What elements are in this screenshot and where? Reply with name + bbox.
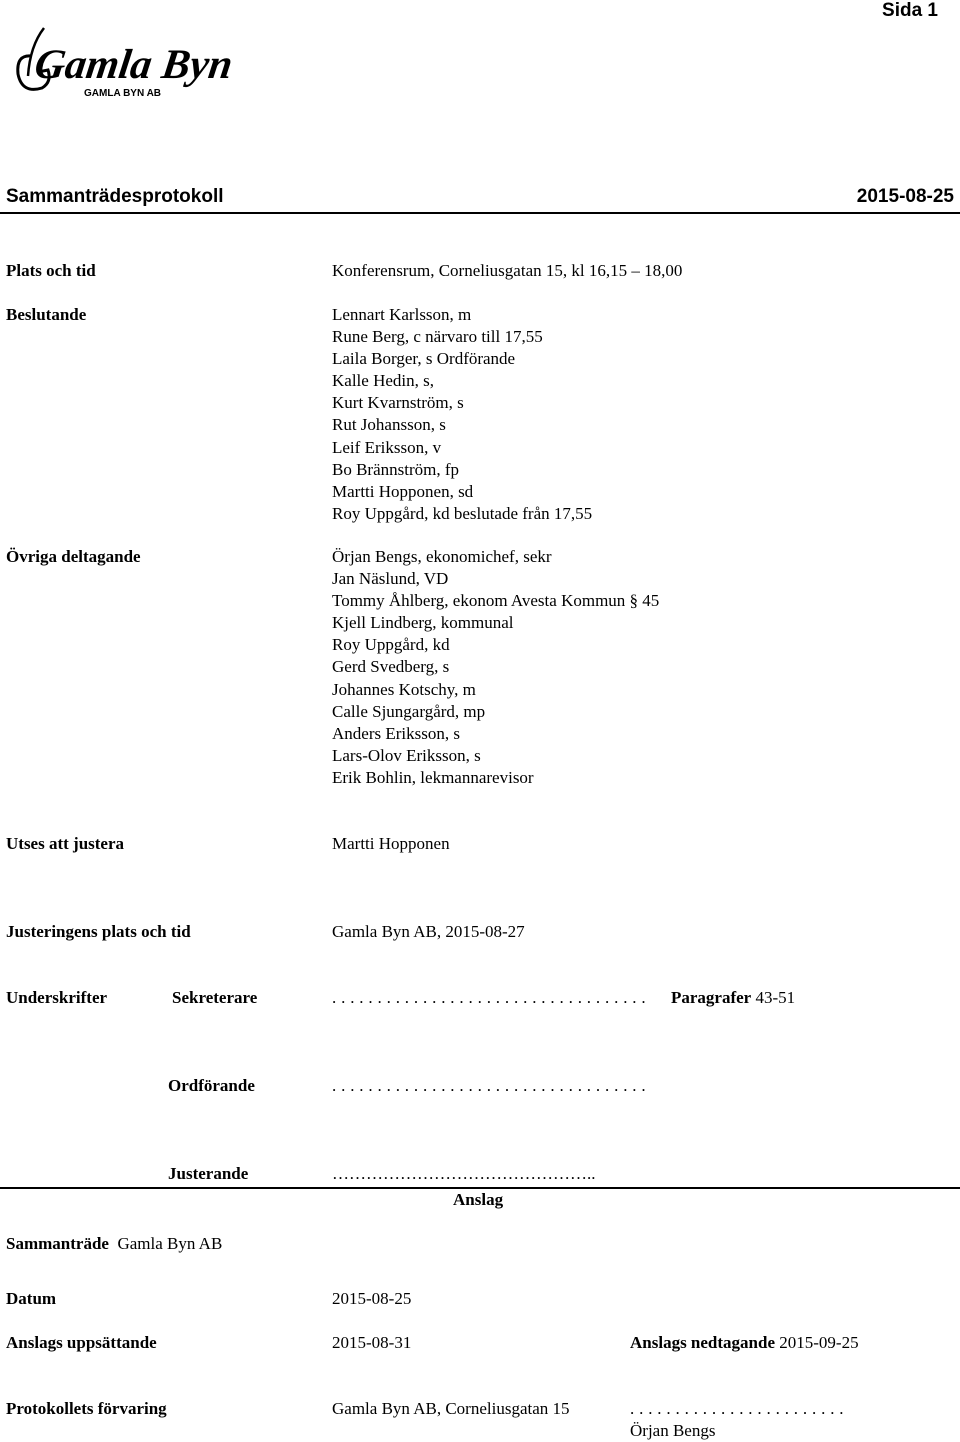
logo-subtitle: GAMLA BYN AB bbox=[84, 88, 162, 99]
list-item: Roy Uppgård, kd beslutade från 17,55 bbox=[332, 503, 593, 523]
list-item: Tommy Åhlberg, ekonom Avesta Kommun § 45 bbox=[332, 591, 660, 611]
logo-script-text: Gamla Byn bbox=[31, 41, 234, 88]
justerande-signature-line: ……………………………………….. bbox=[332, 1164, 596, 1183]
plats-label: Plats och tid bbox=[6, 261, 96, 280]
justera-label: Utses att justera bbox=[6, 834, 125, 853]
list-item: Anders Eriksson, s bbox=[332, 723, 460, 743]
paragrafer-label: Paragrafer bbox=[671, 988, 752, 1007]
ovriga-label: Övriga deltagande bbox=[6, 547, 141, 566]
forvaring-signature-line: . . . . . . . . . . . . . . . . . . . . . . . . bbox=[630, 1399, 844, 1418]
ordforande-label: Ordförande bbox=[168, 1076, 255, 1095]
list-item: Gerd Svedberg, s bbox=[332, 657, 450, 677]
forvaring-value: Gamla Byn AB, Corneliusgatan 15 bbox=[332, 1399, 570, 1418]
list-item: Rune Berg, c närvaro till 17,55 bbox=[332, 327, 543, 347]
forvaring-signer: Örjan Bengs bbox=[630, 1421, 716, 1440]
logo-graphic bbox=[14, 16, 234, 106]
beslutande-label: Beslutande bbox=[6, 305, 87, 324]
sammantrade-label: Sammanträde bbox=[6, 1234, 109, 1253]
ovriga-list bbox=[332, 546, 659, 789]
list-item: Rut Johansson, s bbox=[332, 415, 446, 435]
list-item: Kurt Kvarnström, s bbox=[332, 393, 464, 413]
list-item: Roy Uppgård, kd bbox=[332, 635, 450, 655]
list-item: Laila Borger, s Ordförande bbox=[332, 349, 516, 369]
list-item: Calle Sjungargård, mp bbox=[332, 701, 486, 721]
paragrafer-value: 43-51 bbox=[755, 988, 796, 1007]
list-item: Bo Brännström, fp bbox=[332, 459, 460, 479]
list-item: Kalle Hedin, s, bbox=[332, 371, 434, 391]
sammantrade-field bbox=[6, 1234, 222, 1254]
datum-label: Datum bbox=[6, 1289, 57, 1308]
sekreterare-signature-line: . . . . . . . . . . . . . . . . . . . . . . . . . . . . . . . . . . . bbox=[332, 988, 646, 1007]
sekreterare-label: Sekreterare bbox=[172, 988, 258, 1007]
list-item: Jan Näslund, VD bbox=[332, 569, 449, 589]
uppsattande-value: 2015-08-31 bbox=[332, 1333, 412, 1352]
underskrifter-label: Underskrifter bbox=[6, 988, 108, 1007]
page-number-label: Sida 1 bbox=[882, 0, 938, 21]
anslag-rule bbox=[0, 1187, 960, 1189]
gamla-byn-logo bbox=[14, 16, 234, 106]
justera-value: Martti Hopponen bbox=[332, 834, 450, 853]
plats-value: Konferensrum, Corneliusgatan 15, kl 16,15 – 18,00 bbox=[332, 261, 683, 280]
justerande-label: Justerande bbox=[168, 1164, 249, 1183]
datum-value: 2015-08-25 bbox=[332, 1289, 412, 1308]
list-item: Martti Hopponen, sd bbox=[332, 481, 474, 501]
nedtagande-value: 2015-09-25 bbox=[779, 1333, 859, 1352]
list-item: Örjan Bengs, ekonomichef, sekr bbox=[332, 547, 552, 566]
sammantrade-value: Gamla Byn AB bbox=[117, 1234, 223, 1253]
nedtagande-label: Anslags nedtagande bbox=[630, 1333, 776, 1352]
title-rule bbox=[0, 212, 960, 214]
anslag-heading: Anslag bbox=[453, 1190, 504, 1209]
document-date: 2015-08-25 bbox=[856, 186, 954, 207]
list-item: Lars-Olov Eriksson, s bbox=[332, 745, 481, 765]
forvaring-label: Protokollets förvaring bbox=[6, 1399, 167, 1418]
document-title: Sammanträdesprotokoll bbox=[6, 186, 224, 207]
justering-value: Gamla Byn AB, 2015-08-27 bbox=[332, 922, 525, 941]
list-item: Erik Bohlin, lekmannarevisor bbox=[332, 767, 534, 787]
justering-label: Justeringens plats och tid bbox=[6, 922, 191, 941]
list-item: Johannes Kotschy, m bbox=[332, 679, 476, 699]
ordforande-signature-line: . . . . . . . . . . . . . . . . . . . . . . . . . . . . . . . . . . . bbox=[332, 1076, 646, 1095]
beslutande-list bbox=[332, 304, 592, 525]
uppsattande-label: Anslags uppsättande bbox=[6, 1333, 157, 1352]
list-item: Leif Eriksson, v bbox=[332, 437, 442, 457]
nedtagande-field bbox=[630, 1333, 859, 1353]
list-item: Lennart Karlsson, m bbox=[332, 305, 472, 324]
list-item: Kjell Lindberg, kommunal bbox=[332, 613, 514, 633]
paragrafer-field bbox=[671, 988, 795, 1008]
